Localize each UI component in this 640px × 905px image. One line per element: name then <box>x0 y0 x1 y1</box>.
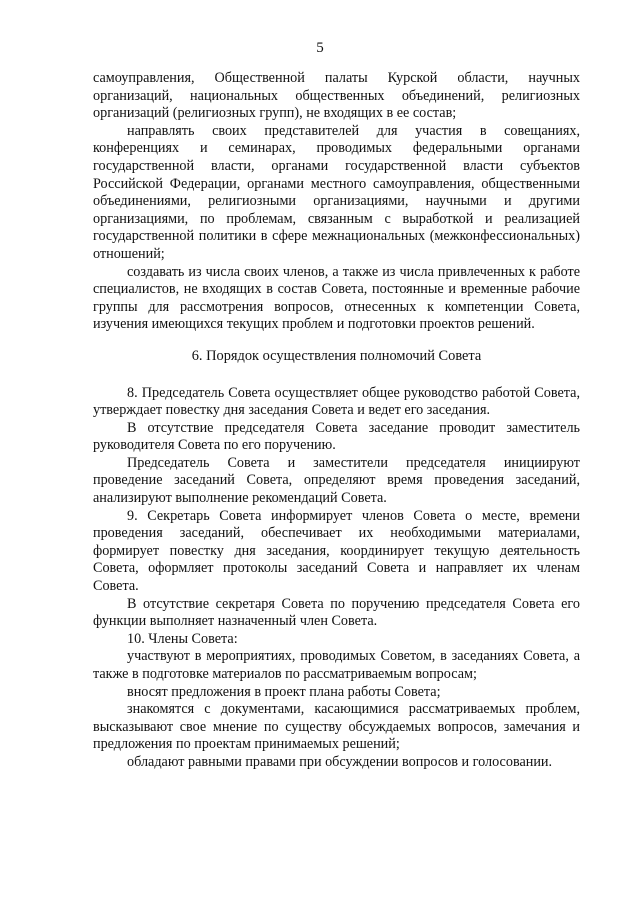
paragraph: 8. Председатель Совета осуществляет общее руководство работой Совета, утверждает повестку дня заседания Совета и ведет его заседания. <box>93 384 580 419</box>
list-item: вносят предложения в проект плана работы Совета; <box>127 683 441 700</box>
paragraph: создавать из числа своих членов, а также из числа привлеченных к работе специалистов, не входящих в состав Совета, постоянные и временные рабочие группы для рассмотрения вопросов, отнесенных к компетенции Совета, изучения имеющихся текущих проблем и подготовки проектов решений. <box>93 263 580 333</box>
paragraph: Председатель Совета и заместители председателя инициируют проведение заседаний Совета, определяют время проведения заседаний, анализируют выполнение рекомендаций Совета. <box>93 454 580 507</box>
paragraph: самоуправления, Общественной палаты Курской области, научных организаций, национальных общественных объединений, религиозных организаций (религиозных групп), не входящих в ее состав; <box>93 70 580 122</box>
list-item: участвуют в мероприятиях, проводимых Советом, в заседаниях Совета, а также в подготовке материалов по рассматриваемым вопросам; <box>93 648 580 682</box>
list-item: обладают равными правами при обсуждении вопросов и голосовании. <box>127 753 553 770</box>
list-item: знакомятся с документами, касающимися рассматриваемых проблем, высказывают свое мнение по существу обсуждаемых вопросов, замечания и предложения по проектам принимаемых решений; <box>93 701 580 753</box>
paragraph: 9. Секретарь Совета информирует членов Совета о месте, времени проведения заседаний, обеспечивает их необходимыми материалами, формирует повестку дня заседания, координирует текущую деятельность Совета, оформляет протоколы заседаний Совета и направляет их членам Совета. <box>93 507 580 595</box>
paragraph: направлять своих представителей для участия в совещаниях, конференциях и семинарах, проводимых федеральными органами государственной власти, органами государственной власти субъектов Российской Федерации, органами местного самоуправления, общественными объединениями, религиозными организациями, научными и другими организациями, по проблемам, связанным с выработкой и реализацией государственной политики в сфере межнациональных (межконфессиональных) отношений; <box>93 122 580 262</box>
paragraph: В отсутствие председателя Совета заседание проводит заместитель руководителя Совета по его поручению. <box>93 419 580 454</box>
paragraph: 10. Члены Совета: <box>127 630 238 647</box>
paragraph: В отсутствие секретаря Совета по поручению председателя Совета его функции выполняет назначенный член Совета. <box>93 595 580 630</box>
page-number: 5 <box>316 40 324 56</box>
document-body <box>93 70 580 772</box>
section-heading: 6. Порядок осуществления полномочий Совета <box>191 347 482 364</box>
